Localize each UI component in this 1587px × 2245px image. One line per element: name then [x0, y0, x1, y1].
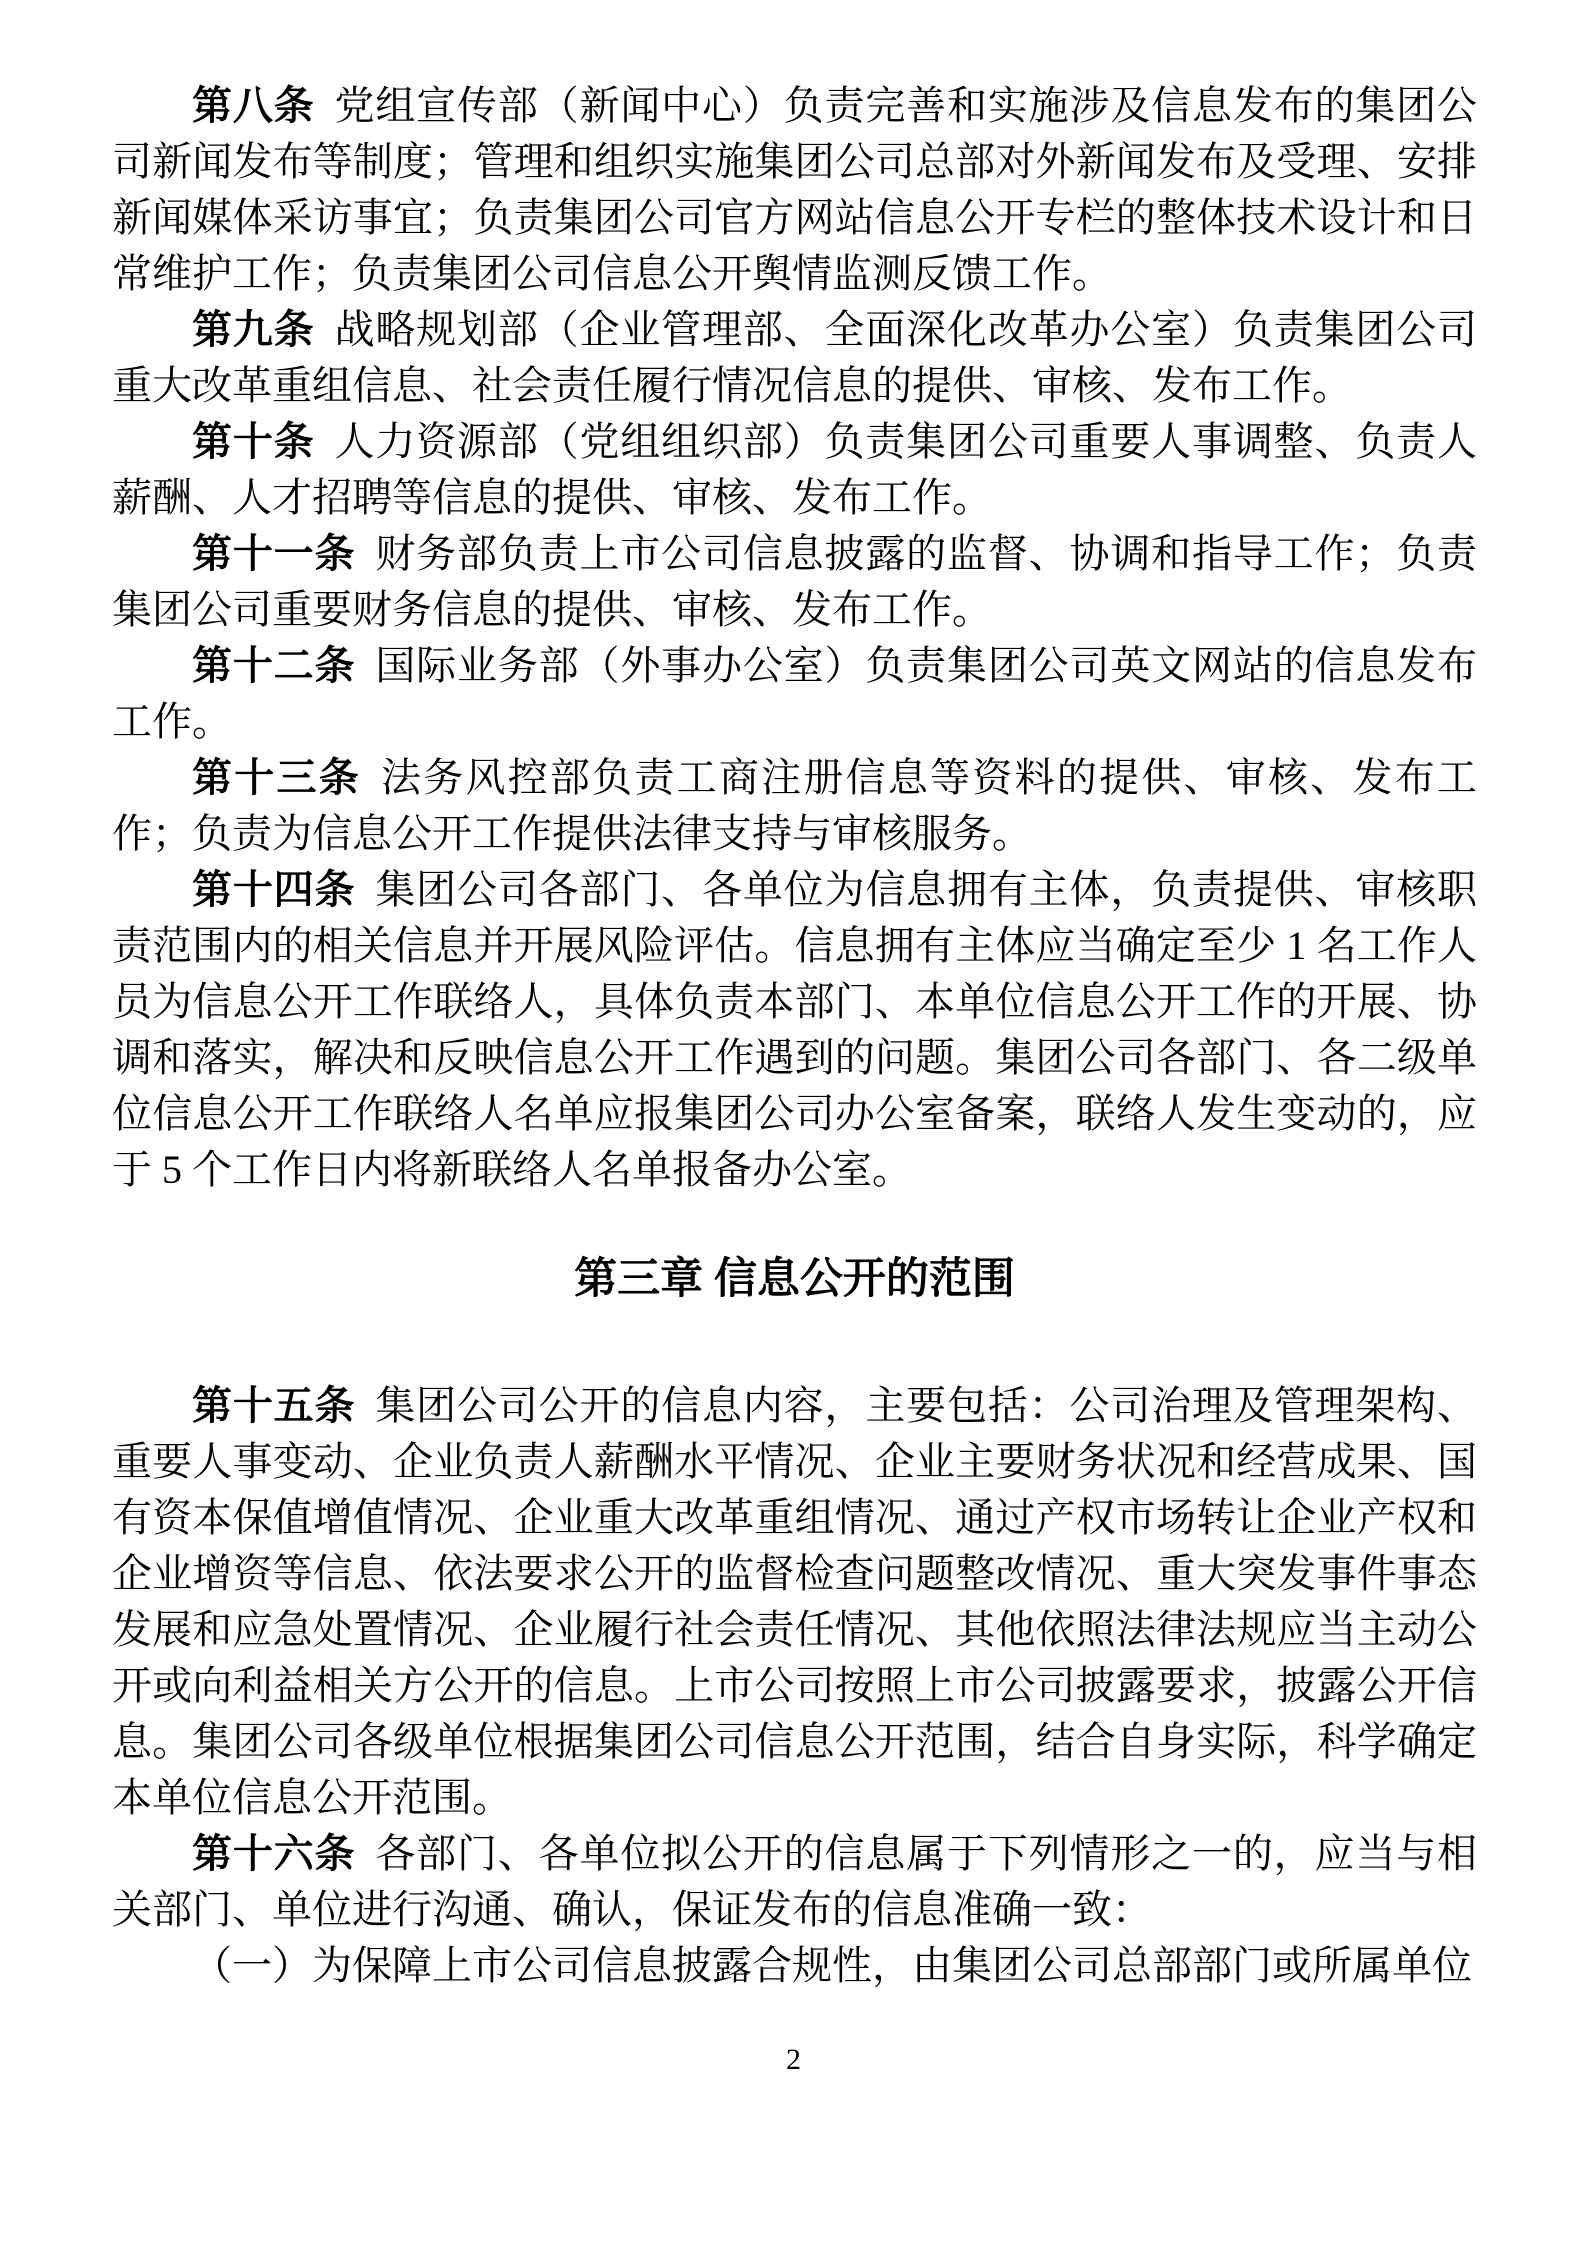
paragraph-article-13	[112, 750, 1477, 862]
article-10-text: 人力资源部（党组组织部）负责集团公司重要人事调整、负责人薪酬、人才招聘等信息的提供、审核、发布工作。	[112, 419, 1477, 520]
article-16-text: 各部门、各单位拟公开的信息属于下列情形之一的，应当与相关部门、单位进行沟通、确认，保证发布的信息准确一致：	[112, 1831, 1478, 1932]
article-9-text: 战略规划部（企业管理部、全面深化改革办公室）负责集团公司重大改革重组信息、社会责任履行情况信息的提供、审核、发布工作。	[112, 307, 1477, 408]
article-10-number: 第十条	[192, 419, 315, 464]
paragraph-article-9	[112, 302, 1477, 414]
paragraph-item-1	[112, 1938, 1477, 1994]
article-11-number: 第十一条	[192, 531, 356, 576]
paragraph-article-14	[112, 862, 1477, 1198]
article-8-number: 第八条	[192, 83, 315, 128]
article-9-number: 第九条	[192, 307, 315, 352]
paragraph-article-16	[112, 1826, 1477, 1938]
paragraph-article-10	[112, 414, 1477, 526]
article-13-text: 法务风控部负责工商注册信息等资料的提供、审核、发布工作；负责为信息公开工作提供法律支持与审核服务。	[112, 755, 1478, 856]
article-15-text: 集团公司公开的信息内容，主要包括：公司治理及管理架构、重要人事变动、企业负责人薪酬水平情况、企业主要财务状况和经营成果、国有资本保值增值情况、企业重大改革重组情况、通过产权市场转让企业产权和企业增资等信息、依法要求公开的监督检查问题整改情况、重大突发事件事态发展和应急处置情况、企业履行社会责任情况、其他依照法律法规应当主动公开或向利益相关方公开的信息。上市公司按照上市公司披露要求，披露公开信息。集团公司各级单位根据集团公司信息公开范围，结合自身实际，科学确定本单位信息公开范围。	[112, 1383, 1478, 1820]
article-16-number: 第十六条	[192, 1831, 356, 1876]
item-1-text: （一）为保障上市公司信息披露合规性，由集团公司总部部门或所属单位	[192, 1943, 1472, 1988]
article-14-number: 第十四条	[192, 867, 356, 912]
paragraph-article-8	[112, 78, 1477, 302]
article-11-text: 财务部负责上市公司信息披露的监督、协调和指导工作；负责集团公司重要财务信息的提供、审核、发布工作。	[112, 531, 1478, 632]
article-13-number: 第十三条	[192, 755, 361, 800]
document-body	[112, 78, 1477, 1994]
chapter-heading: 第三章 信息公开的范围	[574, 1256, 1015, 1303]
article-15-number: 第十五条	[192, 1383, 356, 1428]
paragraph-article-15	[112, 1378, 1477, 1826]
article-12-text: 国际业务部（外事办公室）负责集团公司英文网站的信息发布工作。	[112, 643, 1478, 744]
article-14-text: 集团公司各部门、各单位为信息拥有主体，负责提供、审核职责范围内的相关信息并开展风险评估。信息拥有主体应当确定至少 1 名工作人员为信息公开工作联络人，具体负责本部门、本单位信息公开工作的开展、协调和落实，解决和反映信息公开工作遇到的问题。集团公司各部门、各二级单位信息公开工作联络人名单应报集团公司办公室备案，联络人发生变动的，应于 5 个工作日内将新联络人名单报备办公室。	[112, 867, 1478, 1192]
paragraph-article-11	[112, 526, 1477, 638]
page-number: 2	[786, 2043, 801, 2076]
article-12-number: 第十二条	[192, 643, 356, 688]
paragraph-article-12	[112, 638, 1477, 750]
article-8-text: 党组宣传部（新闻中心）负责完善和实施涉及信息发布的集团公司新闻发布等制度；管理和组织实施集团公司总部对外新闻发布及受理、安排新闻媒体采访事宜；负责集团公司官方网站信息公开专栏的整体技术设计和日常维护工作；负责集团公司信息公开舆情监测反馈工作。	[112, 83, 1477, 296]
